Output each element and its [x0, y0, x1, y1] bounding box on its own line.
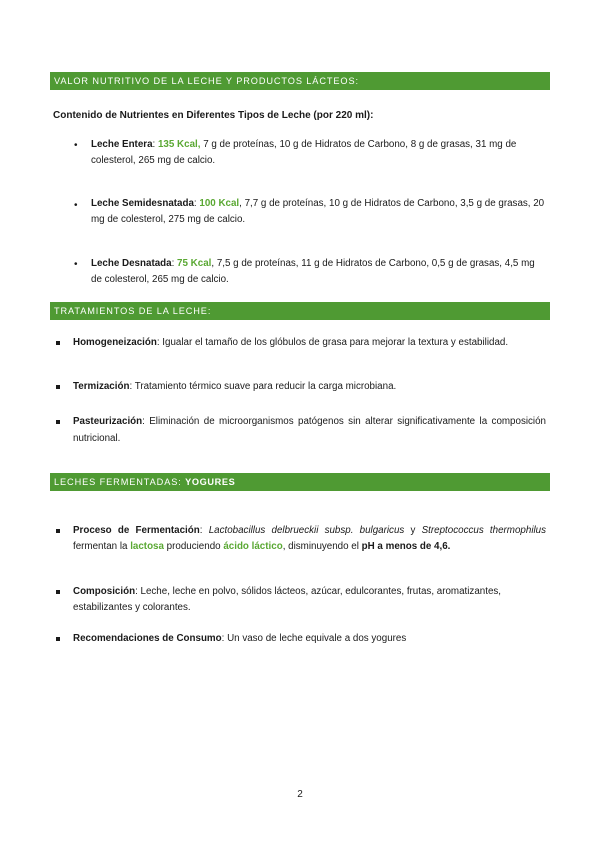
species-name: Lactobacillus delbrueckii subsp. bulgaricus — [208, 525, 405, 536]
item-text: : Eliminación de microorganismos patógenos sin alterar significativamente la composición nutricional. — [73, 416, 546, 444]
item-text: , 7,5 g de proteínas, 11 g de Hidratos de Carbono, 0,5 g de grasas, 4,5 mg de colesterol, 265 mg de calcio. — [91, 258, 535, 285]
item-label: Pasteurización — [73, 416, 143, 427]
bullet-square — [56, 341, 60, 345]
subheading-nutrient-content: Contenido de Nutrientes en Diferentes Tipos de Leche (por 220 ml): — [53, 110, 374, 121]
lactose-highlight: lactosa — [130, 540, 164, 552]
separator: : — [152, 139, 158, 150]
item-label: Leche Semidesnatada — [91, 198, 194, 209]
item-text: : Leche, leche en polvo, sólidos lácteos, azúcar, edulcorantes, frutas, aromatizantes, estabilizantes y colorantes. — [73, 586, 502, 613]
species-name: Streptococcus thermophilus — [421, 525, 547, 536]
item-label: Termización — [73, 381, 130, 392]
list-item-composition — [73, 584, 546, 615]
banner-bold-text: YOGURES — [185, 477, 236, 487]
list-item-pasteurization — [73, 413, 546, 447]
item-text: : Un vaso de leche equivale a dos yogures — [221, 633, 407, 644]
item-text: produciendo — [163, 540, 224, 552]
bullet-dot: • — [74, 200, 78, 211]
bullet-square — [56, 420, 60, 424]
item-text: 7 g de proteínas, 10 g de Hidratos de Carbono, 8 g de grasas, 31 mg de colesterol, 265 mg de calcio. — [91, 139, 517, 166]
item-label: Recomendaciones de Consumo — [73, 633, 222, 644]
kcal-value: 100 Kcal — [199, 198, 240, 209]
item-label: Leche Entera — [91, 139, 153, 150]
lactic-acid-highlight: ácido láctico — [223, 540, 283, 552]
list-item-semi-skimmed-milk — [91, 196, 547, 227]
bullet-dot: • — [74, 259, 78, 270]
bullet-square — [56, 590, 60, 594]
list-item-skimmed-milk — [91, 256, 547, 287]
page-number: 2 — [297, 789, 303, 800]
separator: : — [193, 198, 200, 209]
list-item-whole-milk — [91, 137, 547, 168]
bullet-square — [56, 637, 60, 641]
item-label: Proceso de Fermentación — [73, 525, 200, 536]
separator: : — [171, 258, 178, 269]
item-text: : Igualar el tamaño de los glóbulos de grasa para mejorar la textura y estabilidad. — [156, 337, 509, 348]
list-item-consumption-recommendations — [73, 631, 546, 647]
item-text: : Tratamiento térmico suave para reducir la carga microbiana. — [129, 381, 397, 392]
kcal-value: 75 Kcal — [177, 258, 212, 269]
section-banner-milk-treatments: TRATAMIENTOS DE LA LECHE: — [50, 302, 550, 320]
list-item-fermentation-process — [73, 523, 546, 554]
section-banner-nutritive-value: VALOR NUTRITIVO DE LA LECHE Y PRODUCTOS LÁCTEOS: — [50, 72, 550, 90]
item-label: Leche Desnatada — [91, 258, 172, 269]
kcal-value: 135 Kcal, — [157, 139, 201, 150]
item-label: Homogeneización — [73, 337, 157, 348]
item-label: Composición — [73, 586, 136, 597]
bullet-square — [56, 529, 60, 533]
item-text: , disminuyendo el — [282, 540, 362, 552]
conjunction: y — [404, 525, 422, 536]
bullet-square — [56, 385, 60, 389]
item-text: fermentan la — [73, 540, 131, 552]
list-item-homogenization — [73, 335, 546, 351]
bullet-dot: • — [74, 140, 78, 151]
separator: : — [199, 525, 209, 536]
ph-value: pH a menos de 4,6. — [361, 540, 451, 552]
banner-text: LECHES FERMENTADAS: — [54, 477, 186, 487]
section-banner-fermented-milks — [50, 473, 550, 491]
item-text: , 7,7 g de proteínas, 10 g de Hidratos de Carbono, 3,5 g de grasas, 20 mg de colesterol, 275 mg de calcio. — [91, 198, 545, 225]
list-item-thermization — [73, 379, 546, 395]
